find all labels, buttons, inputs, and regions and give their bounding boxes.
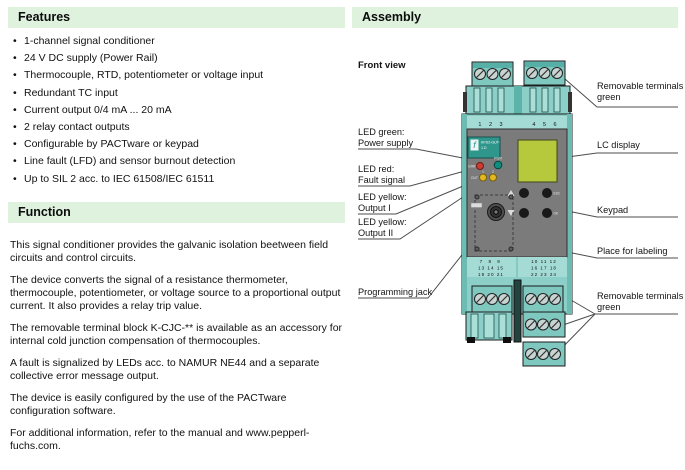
paragraph: This signal conditioner provides the galvanic isolation beetween field circuits and control circuits. — [10, 239, 329, 264]
function-text — [10, 239, 346, 462]
pf-logo-letter: f — [473, 140, 476, 150]
terminal-numbers: 16 17 18 — [531, 265, 557, 271]
callout-line: Removable terminals — [597, 291, 684, 301]
list-item — [8, 119, 345, 136]
out2-label: 2 — [492, 170, 494, 174]
list-item — [8, 33, 345, 50]
up-button — [519, 188, 529, 198]
bullet-icon: • — [13, 86, 17, 99]
list-item — [8, 171, 345, 188]
feature-text: 2 relay contact outputs — [24, 121, 130, 134]
paragraph: The device is easily configured by the use of the PACTware configuration software. — [10, 392, 287, 417]
paragraph: The device converts the signal of a resistance thermometer, thermocouple, potentiometer, or voltage source to a proportional output current. It also provides a relay trip value. — [10, 274, 341, 312]
out2-led — [490, 174, 497, 181]
callout-led-red — [358, 164, 405, 186]
ok-button — [542, 208, 552, 218]
assembly-diagram — [350, 36, 685, 470]
out1-label: 1 — [482, 170, 484, 174]
terminal-numbers-top-left: 1 2 3 — [478, 122, 506, 128]
lc-display — [518, 140, 557, 182]
bullet-icon: • — [13, 155, 17, 168]
feature-text: Redundant TC input — [24, 86, 118, 99]
top-terminal-block-left — [472, 62, 513, 86]
callout-line: Removable terminals — [597, 81, 684, 91]
bullet-icon: • — [13, 35, 17, 47]
bottom-pin-carrier — [466, 312, 512, 343]
esc-button — [542, 188, 552, 198]
feature-text: Current output 0/4 mA ... 20 mA — [24, 103, 172, 116]
assembly-section-header: Assembly — [352, 7, 678, 28]
pwr-led-label: PWR — [494, 156, 502, 161]
feature-text: Line fault (LFD) and sensor burnout detection — [24, 155, 236, 168]
callout-line: Fault signal — [358, 175, 405, 185]
callout-line: green — [597, 302, 621, 312]
top-pin-carrier — [463, 86, 572, 114]
model-text-line2: 1.D — [481, 146, 487, 150]
list-item — [8, 85, 345, 102]
list-item — [8, 153, 345, 170]
paragraph: A fault is signalized by LEDs acc. to NAMUR NE44 and a separate collective error message output. — [10, 357, 320, 382]
esc-button-label: ESC — [553, 191, 561, 196]
callout-line: LED red: — [358, 164, 395, 174]
bullet-icon: • — [13, 69, 17, 82]
bottom-terminal-block-right-1 — [523, 286, 563, 312]
callout-led-yellow-2 — [358, 217, 407, 239]
callout-line: LED yellow: — [358, 192, 407, 202]
features-section-header: Features — [8, 7, 345, 28]
bullet-icon: • — [13, 121, 17, 134]
bullet-icon: • — [13, 172, 17, 185]
down-button — [519, 208, 529, 218]
list-item — [8, 50, 345, 67]
callout-place-for-labeling — [597, 246, 667, 257]
terminal-numbers-top-right: 4 5 6 — [532, 122, 560, 128]
callout-line: Output I — [358, 203, 391, 213]
callout-led-yellow-1 — [358, 192, 407, 214]
err-led — [477, 163, 484, 170]
callout-removable-terminals-top — [597, 81, 683, 103]
feature-text: 24 V DC supply (Power Rail) — [24, 52, 158, 65]
terminal-numbers: 22 23 24 — [531, 272, 557, 277]
callout-line: LED green: — [358, 127, 405, 137]
callout-line: green — [597, 92, 621, 102]
callout-line: Programming jack — [358, 287, 433, 297]
product-label — [468, 137, 501, 158]
callout-line: Power supply — [358, 138, 414, 148]
bottom-number-strip — [467, 257, 567, 277]
front-view-label: Front view — [358, 60, 406, 71]
feature-text: Thermocouple, RTD, potentiometer or voltage input — [24, 69, 264, 82]
terminal-numbers: 19 20 21 — [478, 272, 504, 277]
list-item — [8, 67, 345, 84]
callout-programming-jack — [358, 287, 432, 298]
feature-text: Up to SIL 2 acc. to IEC 61508/IEC 61511 — [24, 172, 215, 185]
top-terminal-block-right — [524, 61, 565, 85]
terminal-numbers: 10 11 12 — [531, 259, 557, 264]
out-led-label: OUT — [470, 176, 478, 180]
callout-led-green — [358, 127, 413, 149]
terminal-numbers: 7 8 9 — [479, 259, 503, 264]
callout-line: Keypad — [597, 205, 629, 215]
bottom-terminal-block-left — [472, 286, 512, 312]
features-list — [8, 33, 345, 188]
list-item — [8, 136, 345, 153]
paragraph: The removable terminal block K-CJC-** is available as an accessory for internal cold junction compensation of thermocouples. — [10, 322, 343, 347]
callout-lc-display — [597, 140, 640, 151]
ok-button-label: OK — [553, 211, 559, 216]
callout-keypad — [597, 205, 628, 216]
bottom-terminal-block-right-3 — [523, 342, 565, 366]
bullet-icon: • — [13, 138, 17, 151]
callout-line: LC display — [597, 140, 640, 150]
function-section-header: Function — [8, 202, 345, 223]
callout-line: LED yellow: — [358, 217, 407, 227]
jack-mini-label — [471, 203, 482, 208]
model-text-line1: KFD2-GUT- — [481, 140, 500, 145]
feature-text: Configurable by PACTware or keypad — [24, 138, 199, 151]
callout-removable-terminals-bottom — [597, 291, 683, 313]
feature-text: 1-channel signal conditioner — [24, 35, 155, 47]
paragraph: For additional information, refer to the manual and www.pepperl-fuchs.com. — [10, 427, 310, 452]
bottom-terminal-block-right-2 — [523, 312, 565, 337]
pwr-led — [494, 161, 502, 169]
out1-led — [480, 174, 487, 181]
err-led-label: ERR — [468, 164, 476, 169]
list-item — [8, 102, 345, 119]
callout-line: Output II — [358, 228, 394, 238]
terminal-numbers: 13 14 15 — [478, 265, 504, 271]
bullet-icon: • — [13, 103, 17, 116]
center-divider — [514, 280, 521, 342]
bullet-icon: • — [13, 52, 17, 65]
callout-line: Place for labeling — [597, 246, 668, 256]
